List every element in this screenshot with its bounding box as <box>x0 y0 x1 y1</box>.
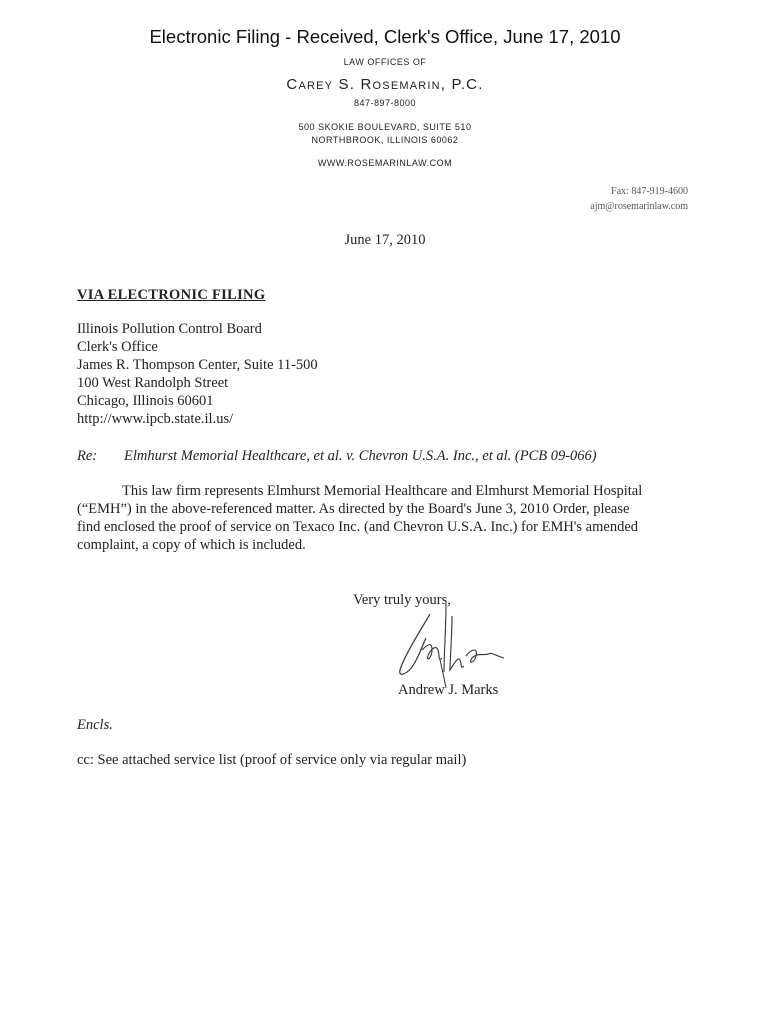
closing: Very truly yours, <box>353 592 451 608</box>
filing-stamp: Electronic Filing - Received, Clerk's Office, June 17, 2010 <box>149 26 621 47</box>
body-line: find enclosed the proof of service on Texaco Inc. (and Chevron U.S.A. Inc.) for EMH's amended <box>77 519 639 535</box>
firm-website: WWW.ROSEMARINLAW.COM <box>317 158 453 168</box>
fax-number: Fax: 847-919-4600 <box>611 186 688 197</box>
enclosures-note: Encls. <box>77 717 113 733</box>
recipient-line: James R. Thompson Center, Suite 11-500 <box>77 357 318 373</box>
delivery-method: VIA ELECTRONIC FILING <box>77 287 266 303</box>
email-address: ajm@rosemarinlaw.com <box>590 201 688 212</box>
firm-address-line2: NORTHBROOK, ILLINOIS 60062 <box>311 135 459 145</box>
recipient-line: Chicago, Illinois 60601 <box>77 393 214 409</box>
body-paragraph <box>77 482 673 554</box>
recipient-url: http://www.ipcb.state.il.us/ <box>77 411 234 427</box>
letter-date: June 17, 2010 <box>344 232 426 248</box>
cc-note: cc: See attached service list (proof of service only via regular mail) <box>77 752 467 768</box>
signature <box>392 598 522 690</box>
re-label: Re: <box>77 448 98 464</box>
body-line: This law firm represents Elmhurst Memorial Healthcare and Elmhurst Memorial Hospital <box>122 483 643 499</box>
recipient-line: Clerk's Office <box>77 339 158 355</box>
re-subject: Elmhurst Memorial Healthcare, et al. v. Chevron U.S.A. Inc., et al. (PCB 09-066) <box>124 448 597 464</box>
signer-name: Andrew J. Marks <box>398 682 499 698</box>
firm-name: Carey S. Rosemarin, P.C. <box>286 76 484 93</box>
recipient-line: Illinois Pollution Control Board <box>77 321 262 337</box>
recipient-line: 100 West Randolph Street <box>77 375 229 391</box>
firm-address-line1: 500 SKOKIE BOULEVARD, SUITE 510 <box>298 122 472 132</box>
body-line: complaint, a copy of which is included. <box>77 537 306 553</box>
firm-phone: 847-897-8000 <box>353 98 417 108</box>
body-line: (“EMH”) in the above-referenced matter. As directed by the Board's June 3, 2010 Order, please <box>77 501 630 517</box>
letterhead-subtitle: LAW OFFICES OF <box>343 57 427 67</box>
